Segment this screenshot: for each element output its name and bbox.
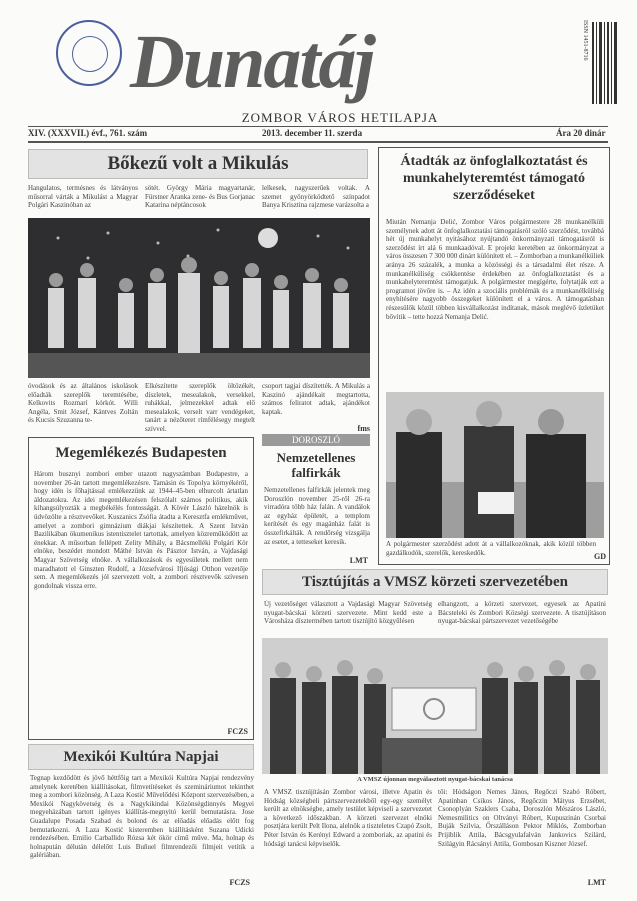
mexiko-headline: Mexikói Kultúra Napjai xyxy=(28,744,254,770)
onfoglalkoztatas-photo xyxy=(386,392,604,538)
mikulas-col3: lelkesek, nagyszerűek voltak. A szemet gyönyörködtető színpadot Banya Krisztina rajzmese varázsolta a xyxy=(262,184,370,210)
newspaper-subtitle: ZOMBOR VÁROS HETILAPJA xyxy=(241,110,439,125)
budapest-headline: Megemlékezés Budapesten xyxy=(55,445,227,461)
doroszlo-signature: LMT xyxy=(349,556,368,565)
city-seal-logo xyxy=(56,20,122,86)
mikulas-bottom1: óvodások és az általános iskolások előadták szereplők teremtésébe, Kelkovits Rozmarí kórkót. Willi Angéla, Smit József, Kántves Zoltán és Kucsis Szuzanna te- xyxy=(28,382,138,425)
doroszlo-body: Nemzetellenes falfirkák jelentek meg Doroszlón november 25-ről 26-ra virradóra több ház falán. A vandálok az egyház épületét, a templom kerítését és egy magánház falát is összefirkálták. A rendőrség vizsgálja az esetet, a tetteseket keresik. xyxy=(264,486,370,546)
issn-number: ISSN 1451-8716 xyxy=(582,20,588,61)
vmsz-col1: Új vezetőséget választott a Vajdasági Magyar Szövetség nyugat-bácskai körzeti szervezete. Mint kedd este a Városháza dísztermében tartott tisztújító közgyűlésen xyxy=(264,600,432,626)
mikulas-photo xyxy=(28,218,370,378)
masthead-rule-top xyxy=(28,126,608,127)
mexiko-signature: FCZS xyxy=(229,878,250,887)
budapest-signature: FCZS xyxy=(227,727,248,736)
vmsz-headline: Tisztújítás a VMSZ körzeti szervezetében xyxy=(262,569,608,595)
doroszlo-kicker: DOROSZLÓ xyxy=(262,434,370,446)
issue-number: XIV. (XXXVII.) évf., 761. szám xyxy=(28,128,148,138)
mexiko-body: Tegnap kezdődött és jövő héttfőig tart a Mexikói Kultúra Napjai rendezvény amelynek keretében kiállításokat, filmvetítéseket és szemináriumot tekinthet meg a zombori közönség. A Laza Kostić Művelődési Központ szervezésében, a Mexikói Nagykövetség és a Nagykikindai Közönségdinnyés Megyei megyeházában tartott igényes kiállítás-megnyitó kerül bemutatásra. Jose Guadalupe Posada Szabad és bolond és az előadás előadás előtt fog bemutatkozni. A Laza Kostić kisteremben kiállításként Suzana Udicki rendezésében. Emilio Carballido Rózsa két ökör című műve. Ma, holnap és holnapután délután délelőtt Luis Buñuel filmrendezői filmjeit vetítik a galériában. xyxy=(30,774,254,860)
masthead-rule-bottom xyxy=(28,141,608,143)
mikulas-signature: fms xyxy=(357,424,370,433)
mikulas-col1: Hangulatos, termésnes és látványos műsorral várták a Mikulást a Magyar Polgári Kaszinóban az xyxy=(28,184,138,210)
vmsz-signature: LMT xyxy=(587,878,606,887)
newspaper-title: Dunatáj xyxy=(130,20,374,104)
vmsz-bottom2: tői: Hódságon Nemes János, Regőczi Szabó Róbert, Apatinban Csikos János, Regőczin Mátyus Erzsébet, Csonoplyán Szaklers Csaba, Doroszlón Mészáros László, Nemesmilitics on Oltványi Róbert, Kupuszinán Csorbai Buják Szilvia, Őrszálláson Pektor Miklós, Zomborban Prijiblik Attila, Bácsgyulafalván Jankovics Szilárd, Szilágyin Rácsányi Attila, Gombosan Kiszner József. xyxy=(438,788,606,848)
onfoglalkoztatas-signature: GD xyxy=(594,552,606,561)
budapest-body: Három busznyi zombori ember utazott nagyszámban Budapestre, a november 26-án tartott megemlékezésre. Tamásin és Topolya környékéről, hogy idén is főhajtással emlékezzünk az 1944–45-ben elhurcolt ártatlan áldozatokra. Az idei megemlékezésen felszólalt számos politikus, akik kihangsúlyozták a megbékélés fontosságát. A Kövér László házelnök is üdvözölte a résztvevőket. Kuszanics Zsófia átadta a Keresztfa emlékművet, amelyet a zombori gimnázium diákjai készítettek. A Szent István Bazilikában ökumenikus istentisztelet tartottak, amelyen közreműködött az énekkar. A műsorban fellépett Zelity Mihály, a Bácsmelléki Polgári Kör elnöke, beszédet mondott Máthé István és Pásztor István, a Vajdasági Magyar Szövetség elnöke. A vállalkozások és egyesületek mellett nem maradhatott el Ginszten Rudolf, a Józsefvárosi Ifjúsági Otthon vezetője sem. A megemlékezés jól szervezett volt, a zombori résztvevők szívesen gondolnak vissza erre. xyxy=(34,470,248,590)
onfoglalkoztatas-caption: A polgármester szerződést adott át a vállalkozóknak, akik közül többen gazdálkodók, szerelők, kereskedők. xyxy=(386,540,596,557)
doroszlo-headline: Nemzetellenes falfirkák xyxy=(276,450,356,480)
issue-date: 2013. december 11. szerda xyxy=(262,128,363,138)
vmsz-photo xyxy=(262,638,608,774)
onfoglalkoztatas-headline: Átadták az önfoglalkoztatást és munkahelyteremtést támogató szerződéseket xyxy=(400,154,588,203)
mikulas-headline: Bőkezű volt a Mikulás xyxy=(28,149,368,179)
vmsz-caption: A VMSZ újonnan megválasztott nyugat-bácskai tanácsa xyxy=(357,776,513,783)
vmsz-col2: elhangzott, a körzeti szervezet, egyesek az Apatini Bácsteleki és Zombori Községi szervezete. A tisztújításon nyugat-bácskai pártszervezet vezetőségébe xyxy=(438,600,606,626)
mikulas-bottom3: csoport tagjai díszítették. A Mikulás a Kaszinó ajándékait megtartotta, számos feliratot adtak, ajándékot kaptak. xyxy=(262,382,370,416)
vmsz-bottom1: A VMSZ tisztújításán Zombor városi, illetve Apatin és Hódság községbeli pártszervezetekből egy-egy személyt került az elnökségbe, amely testület képviseli a szervezetet a következő időszakban. A körzeti szervezet elnöki posztjára került Pelt Ilona, alelnök a tiszteletes Czapó Zsolt, Péter István és Kerényi Edward a zomboriak, az apatini és hódsági tanácsi képviselők. xyxy=(264,788,432,848)
mikulas-bottom2: Elkészítette szereplők öltözékét, díszletek, mesealakok, versekkel, ruhákkal, jelmezekkel adtak elő mesealakok, verselt varr vendégeket, tanárt a nézőteret rímfélésegy megtelt szívvel. xyxy=(145,382,255,432)
onfoglalkoztatas-body: Miután Nemanja Delić, Zombor Város polgármestere 28 munkanélküli személynek adott át önfoglalkoztatási támogatásról szóló szerződést, továbbá hét új munkahelyt nyitásához nyújtandó önkormányzati támogatásról is szerződést írt alá 6 munkaadóval. E projekt keretében az önkormányzat a város összesen 7 300 000 dinárt különített el. – Zomborban a munkanélküliek aránya 26 százalék, a munka a közösségi és a társadalmi élet része. A munkanélküliség csökkentése érdekében az önfoglalkoztatást és a munkahelyteremtést támogatjuk. A polgármester megígérte, folytatják ezt a programot jövőre is. – Az idén a szociális problémák és a munkanélküliség enyhítésére nagyobb összegeket különített el a város. A támogatásban részesülők közül többen kisvállalkozást indítanak, mások meglévő üzletüket bővítik – tette hozzá Nemanja Delić. xyxy=(386,218,604,321)
issue-price: Ára 20 dinár xyxy=(556,128,606,138)
mikulas-col2: sötét. György Mária magyartanár, Fürstner Aranka zene- és Bus Gorjanac Katarina néptáncosok xyxy=(145,184,255,210)
issn-barcode xyxy=(590,20,620,106)
